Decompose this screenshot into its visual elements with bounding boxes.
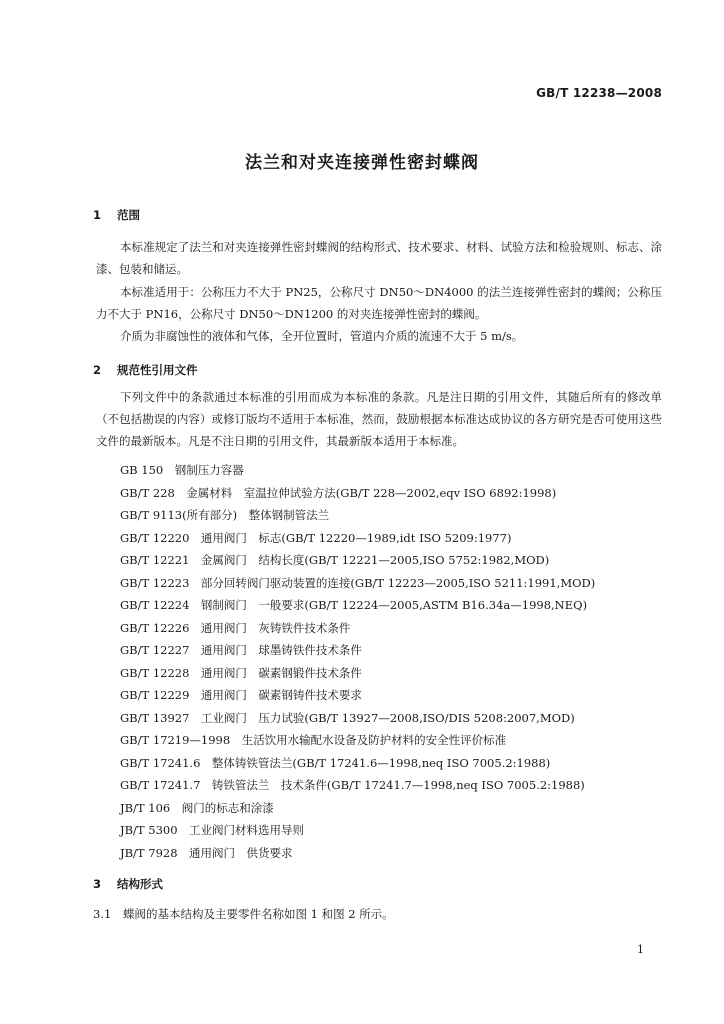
normative-references-intro: 下列文件中的条款通过本标准的引用而成为本标准的条款。凡是注日期的引用文件，其随后所有的修改单（不包括勘误的内容）或修订版均不适用于本标准，然而，鼓励根据本标准达成协议的各方研究是否可使用这些文件的最新版本。凡是不注日期的引用文件，其最新版本适用于本标准。: [96, 390, 662, 448]
reference-item: GB/T 9113(所有部分) 整体钢制管法兰: [120, 508, 330, 522]
section-title: 规范性引用文件: [117, 363, 198, 377]
section-number: 2: [93, 363, 102, 377]
page-number: 1: [637, 943, 644, 956]
scope-paragraph-1: 本标准规定了法兰和对夹连接弹性密封蝶阀的结构形式、技术要求、材料、试验方法和检验规则、标志、涂漆、包装和储运。: [96, 240, 662, 276]
reference-item: GB/T 12223 部分回转阀门驱动装置的连接(GB/T 12223—2005,ISO 5211:1991,MOD): [120, 575, 596, 590]
reference-item: GB/T 12221 金属阀门 结构长度(GB/T 12221—2005,ISO 5752:1982,MOD): [120, 553, 550, 567]
section-number: 3: [93, 877, 102, 891]
reference-item: GB/T 12226 通用阀门 灰铸铁件技术条件: [120, 620, 351, 635]
section-title: 范围: [117, 208, 140, 222]
document-title: 法兰和对夹连接弹性密封蝶阀: [245, 153, 479, 173]
reference-item: JB/T 7928 通用阀门 供货要求: [120, 845, 293, 860]
reference-item: GB/T 17241.7 铸铁管法兰 技术条件(GB/T 17241.7—1998,neq ISO 7005.2:1988): [120, 778, 585, 792]
reference-item: JB/T 106 阀门的标志和涂漆: [120, 800, 274, 815]
reference-item: GB/T 13927 工业阀门 压力试验(GB/T 13927—2008,ISO/DIS 5208:2007,MOD): [120, 710, 575, 725]
section-number: 1: [93, 208, 102, 222]
reference-list: [120, 459, 595, 864]
reference-item: GB/T 228 金属材料 室温拉伸试验方法(GB/T 228—2002,eqv ISO 6892:1998): [120, 485, 557, 500]
clause-3-1: [93, 906, 394, 922]
reference-item: JB/T 5300 工业阀门材料选用导则: [120, 823, 305, 837]
reference-item: GB/T 17219—1998 生活饮用水输配水设备及防护材料的安全性评价标准: [120, 733, 507, 747]
standard-code: GB/T 12238—2008: [536, 86, 662, 100]
reference-item: GB 150 钢制压力容器: [120, 463, 244, 477]
section-title: 结构形式: [117, 877, 163, 891]
section-3-heading: [93, 876, 163, 892]
scope-paragraph-3: 介质为非腐蚀性的液体和气体，全开位置时，管道内介质的流速不大于 5 m/s。: [120, 329, 524, 343]
scope-paragraph-2: 本标准适用于：公称压力不大于 PN25，公称尺寸 DN50～DN4000 的法兰连接弹性密封的蝶阀；公称压力不大于 PN16，公称尺寸 DN50～DN1200 的对夹连接弹性密封的蝶阀。: [96, 285, 662, 321]
reference-item: GB/T 12224 钢制阀门 一般要求(GB/T 12224—2005,ASTM B16.34a—1998,NEQ): [120, 598, 588, 612]
reference-item: GB/T 12228 通用阀门 碳素钢锻件技术条件: [120, 665, 362, 680]
clause-number: 3.1: [93, 907, 112, 921]
reference-item: GB/T 17241.6 整体铸铁管法兰(GB/T 17241.6—1998,neq ISO 7005.2:1988): [120, 755, 551, 770]
section-1-heading: [93, 207, 140, 223]
reference-item: GB/T 12227 通用阀门 球墨铸铁件技术条件: [120, 643, 362, 657]
clause-text: 蝶阀的基本结构及主要零件名称如图 1 和图 2 所示。: [123, 907, 394, 921]
reference-item: GB/T 12229 通用阀门 碳素钢铸件技术要求: [120, 688, 362, 702]
reference-item: GB/T 12220 通用阀门 标志(GB/T 12220—1989,idt ISO 5209:1977): [120, 530, 512, 545]
section-2-heading: [93, 362, 198, 378]
